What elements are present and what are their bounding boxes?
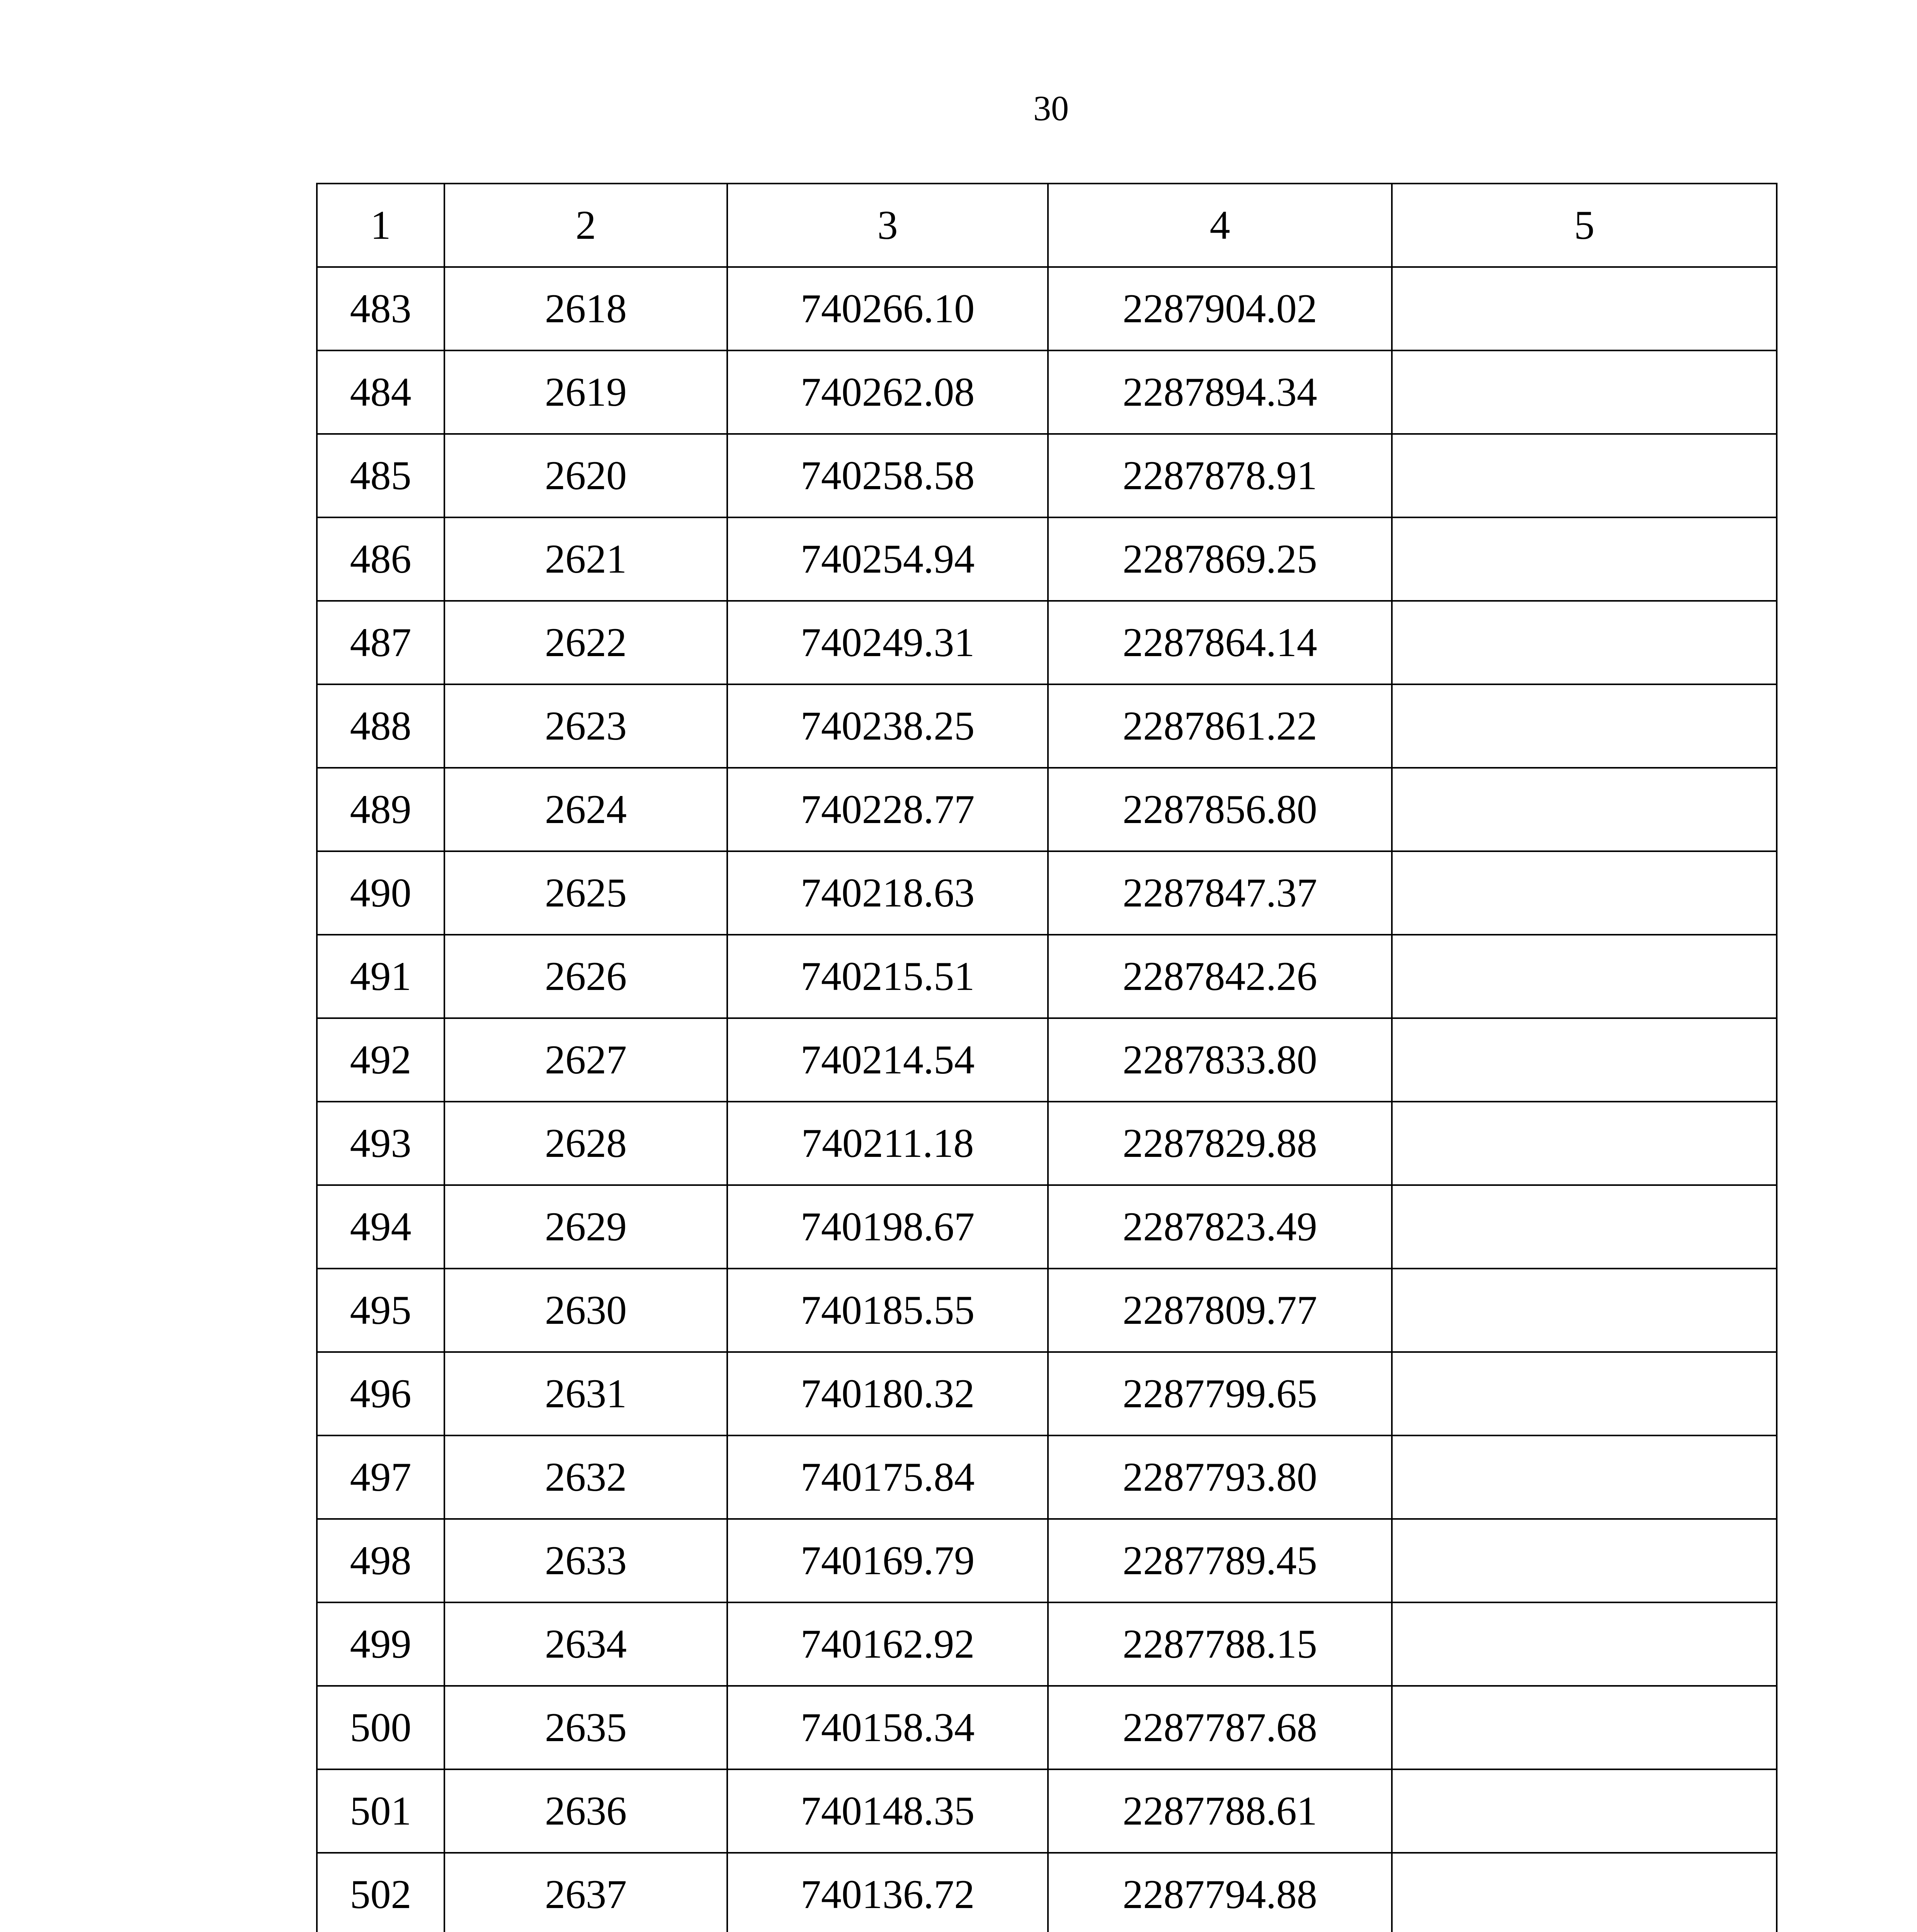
column-header: 1 xyxy=(317,184,444,267)
note-cell xyxy=(1392,601,1777,684)
page-number: 30 xyxy=(1033,88,1069,128)
note-cell xyxy=(1392,1352,1777,1435)
point-id-cell: 2635 xyxy=(444,1686,727,1769)
table-row xyxy=(317,1352,1777,1435)
table-row xyxy=(317,350,1777,434)
point-number-cell: 499 xyxy=(317,1602,444,1686)
y-coordinate-cell: 2287787.68 xyxy=(1048,1686,1392,1769)
y-coordinate-cell: 2287793.80 xyxy=(1048,1435,1392,1519)
point-number-cell: 495 xyxy=(317,1269,444,1352)
table-header-row xyxy=(317,184,1777,267)
y-coordinate-cell: 2287904.02 xyxy=(1048,267,1392,350)
table-row xyxy=(317,1435,1777,1519)
y-coordinate-cell: 2287788.15 xyxy=(1048,1602,1392,1686)
note-cell xyxy=(1392,935,1777,1018)
point-number-cell: 502 xyxy=(317,1853,444,1932)
table-row xyxy=(317,1853,1777,1932)
note-cell xyxy=(1392,1018,1777,1102)
x-coordinate-cell: 740258.58 xyxy=(727,434,1048,517)
table-row xyxy=(317,1018,1777,1102)
point-id-cell: 2632 xyxy=(444,1435,727,1519)
point-number-cell: 485 xyxy=(317,434,444,517)
table-row xyxy=(317,684,1777,768)
point-id-cell: 2622 xyxy=(444,601,727,684)
point-number-cell: 493 xyxy=(317,1102,444,1185)
table-row xyxy=(317,267,1777,350)
point-id-cell: 2637 xyxy=(444,1853,727,1932)
table-row xyxy=(317,1519,1777,1602)
note-cell xyxy=(1392,851,1777,935)
note-cell xyxy=(1392,1686,1777,1769)
table-row xyxy=(317,434,1777,517)
table-row xyxy=(317,1686,1777,1769)
x-coordinate-cell: 740162.92 xyxy=(727,1602,1048,1686)
point-id-cell: 2627 xyxy=(444,1018,727,1102)
note-cell xyxy=(1392,434,1777,517)
table-row xyxy=(317,517,1777,601)
y-coordinate-cell: 2287878.91 xyxy=(1048,434,1392,517)
y-coordinate-cell: 2287894.34 xyxy=(1048,350,1392,434)
note-cell xyxy=(1392,1602,1777,1686)
y-coordinate-cell: 2287869.25 xyxy=(1048,517,1392,601)
point-number-cell: 488 xyxy=(317,684,444,768)
point-number-cell: 483 xyxy=(317,267,444,350)
note-cell xyxy=(1392,1519,1777,1602)
table-row xyxy=(317,1102,1777,1185)
point-id-cell: 2618 xyxy=(444,267,727,350)
table-row xyxy=(317,1269,1777,1352)
table-body xyxy=(317,267,1777,1932)
point-number-cell: 487 xyxy=(317,601,444,684)
note-cell xyxy=(1392,517,1777,601)
point-id-cell: 2621 xyxy=(444,517,727,601)
point-number-cell: 496 xyxy=(317,1352,444,1435)
point-id-cell: 2629 xyxy=(444,1185,727,1269)
y-coordinate-cell: 2287842.26 xyxy=(1048,935,1392,1018)
point-id-cell: 2623 xyxy=(444,684,727,768)
y-coordinate-cell: 2287856.80 xyxy=(1048,768,1392,851)
note-cell xyxy=(1392,1853,1777,1932)
y-coordinate-cell: 2287788.61 xyxy=(1048,1769,1392,1853)
note-cell xyxy=(1392,1769,1777,1853)
x-coordinate-cell: 740148.35 xyxy=(727,1769,1048,1853)
x-coordinate-cell: 740266.10 xyxy=(727,267,1048,350)
point-id-cell: 2633 xyxy=(444,1519,727,1602)
point-id-cell: 2628 xyxy=(444,1102,727,1185)
note-cell xyxy=(1392,1269,1777,1352)
x-coordinate-cell: 740215.51 xyxy=(727,935,1048,1018)
x-coordinate-cell: 740238.25 xyxy=(727,684,1048,768)
y-coordinate-cell: 2287799.65 xyxy=(1048,1352,1392,1435)
point-id-cell: 2631 xyxy=(444,1352,727,1435)
note-cell xyxy=(1392,768,1777,851)
table-row xyxy=(317,1769,1777,1853)
point-number-cell: 489 xyxy=(317,768,444,851)
column-header: 5 xyxy=(1392,184,1777,267)
point-id-cell: 2624 xyxy=(444,768,727,851)
x-coordinate-cell: 740185.55 xyxy=(727,1269,1048,1352)
column-header: 3 xyxy=(727,184,1048,267)
point-id-cell: 2620 xyxy=(444,434,727,517)
x-coordinate-cell: 740198.67 xyxy=(727,1185,1048,1269)
x-coordinate-cell: 740214.54 xyxy=(727,1018,1048,1102)
point-number-cell: 497 xyxy=(317,1435,444,1519)
point-id-cell: 2619 xyxy=(444,350,727,434)
point-number-cell: 486 xyxy=(317,517,444,601)
table-row xyxy=(317,1602,1777,1686)
note-cell xyxy=(1392,1435,1777,1519)
point-number-cell: 484 xyxy=(317,350,444,434)
point-number-cell: 494 xyxy=(317,1185,444,1269)
table-row xyxy=(317,601,1777,684)
point-id-cell: 2625 xyxy=(444,851,727,935)
x-coordinate-cell: 740180.32 xyxy=(727,1352,1048,1435)
y-coordinate-cell: 2287829.88 xyxy=(1048,1102,1392,1185)
y-coordinate-cell: 2287833.80 xyxy=(1048,1018,1392,1102)
y-coordinate-cell: 2287864.14 xyxy=(1048,601,1392,684)
table-row xyxy=(317,768,1777,851)
x-coordinate-cell: 740262.08 xyxy=(727,350,1048,434)
x-coordinate-cell: 740158.34 xyxy=(727,1686,1048,1769)
x-coordinate-cell: 740254.94 xyxy=(727,517,1048,601)
y-coordinate-cell: 2287809.77 xyxy=(1048,1269,1392,1352)
y-coordinate-cell: 2287861.22 xyxy=(1048,684,1392,768)
column-header: 2 xyxy=(444,184,727,267)
coordinates-table xyxy=(316,183,1778,1932)
y-coordinate-cell: 2287847.37 xyxy=(1048,851,1392,935)
column-header: 4 xyxy=(1048,184,1392,267)
table-row xyxy=(317,851,1777,935)
x-coordinate-cell: 740218.63 xyxy=(727,851,1048,935)
note-cell xyxy=(1392,1185,1777,1269)
y-coordinate-cell: 2287794.88 xyxy=(1048,1853,1392,1932)
point-id-cell: 2626 xyxy=(444,935,727,1018)
note-cell xyxy=(1392,267,1777,350)
point-number-cell: 500 xyxy=(317,1686,444,1769)
point-number-cell: 492 xyxy=(317,1018,444,1102)
point-id-cell: 2630 xyxy=(444,1269,727,1352)
x-coordinate-cell: 740175.84 xyxy=(727,1435,1048,1519)
point-id-cell: 2636 xyxy=(444,1769,727,1853)
x-coordinate-cell: 740169.79 xyxy=(727,1519,1048,1602)
point-number-cell: 490 xyxy=(317,851,444,935)
x-coordinate-cell: 740249.31 xyxy=(727,601,1048,684)
table-row xyxy=(317,935,1777,1018)
point-number-cell: 498 xyxy=(317,1519,444,1602)
x-coordinate-cell: 740211.18 xyxy=(727,1102,1048,1185)
point-number-cell: 491 xyxy=(317,935,444,1018)
x-coordinate-cell: 740136.72 xyxy=(727,1853,1048,1932)
note-cell xyxy=(1392,684,1777,768)
note-cell xyxy=(1392,350,1777,434)
point-number-cell: 501 xyxy=(317,1769,444,1853)
x-coordinate-cell: 740228.77 xyxy=(727,768,1048,851)
point-id-cell: 2634 xyxy=(444,1602,727,1686)
y-coordinate-cell: 2287823.49 xyxy=(1048,1185,1392,1269)
table-row xyxy=(317,1185,1777,1269)
note-cell xyxy=(1392,1102,1777,1185)
y-coordinate-cell: 2287789.45 xyxy=(1048,1519,1392,1602)
